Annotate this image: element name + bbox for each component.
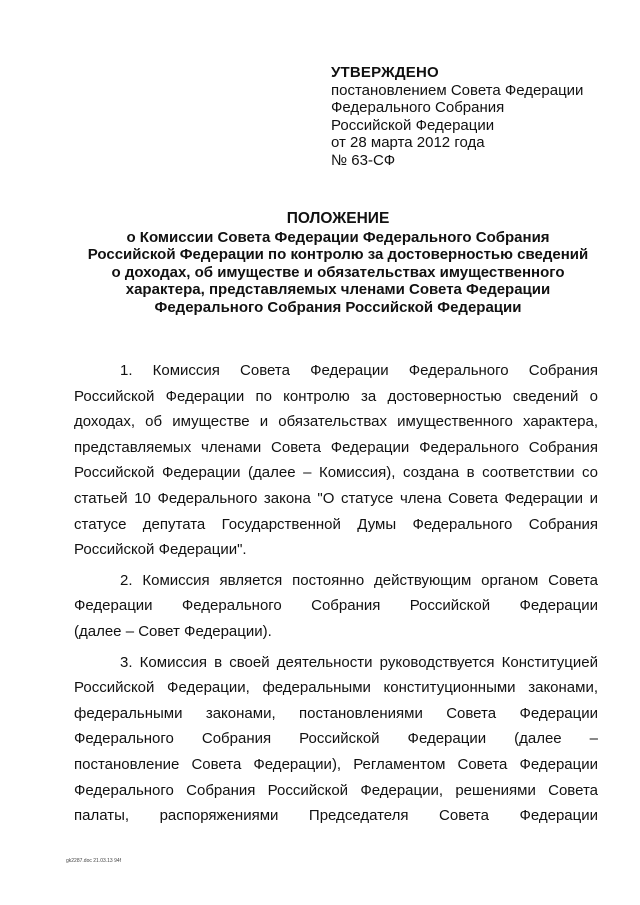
approval-line: Федерального Собрания: [331, 99, 505, 116]
text-line: 3. Комиссия в своей деятельности руководствуется Конституцией: [120, 653, 598, 671]
approval-line: постановлением Совета Федерации: [331, 81, 584, 99]
title-line: о доходах, об имуществе и обязательствах имущественного: [111, 263, 565, 281]
title-line: Федерального Собрания Российской Федерации: [154, 298, 522, 316]
approval-number: № 63-СФ: [331, 151, 396, 169]
text-line: 1. Комиссия Совета Федерации Федерального Собрания: [120, 362, 598, 379]
text-line: федеральными законами, постановлениями Совета Федерации: [74, 704, 598, 722]
title-heading: ПОЛОЖЕНИЕ: [286, 210, 390, 227]
approval-heading: УТВЕРЖДЕНО: [331, 64, 439, 81]
text-line: Российской Федерации".: [74, 541, 247, 559]
text-line: постановление Совета Федерации), Регламентом Совета Федерации: [74, 755, 598, 773]
text-line: палаты, распоряжениями Председателя Совета Федерации: [74, 807, 598, 825]
paragraph-3: [74, 650, 598, 829]
text-line: Российской Федерации, федеральными конституционными законами,: [74, 679, 598, 697]
text-line: Федерации Федерального Собрания Российской Федерации: [74, 597, 598, 615]
text-line: представляемых членами Совета Федерации Федерального Собрания: [74, 438, 598, 456]
approval-line: Российской Федерации: [331, 116, 495, 134]
text-line: Российской Федерации по контролю за достоверностью сведений о: [74, 387, 598, 405]
text-line: Российской Федерации (далее – Комиссия), создана в соответствии со: [74, 464, 598, 482]
title-line: о Комиссии Совета Федерации Федерального Собрания: [126, 228, 550, 246]
text-line: Федерального Собрания Российской Федерации (далее –: [74, 730, 598, 748]
file-footer: gk2287.doc 21.03.13 94f: [66, 858, 122, 864]
text-line: статусе депутата Государственной Думы Федерального Собрания: [74, 515, 598, 533]
document-title: [60, 210, 616, 316]
text-line: статьей 10 Федерального закона "О статусе члена Совета Федерации и: [74, 489, 598, 507]
title-line: Российской Федерации по контролю за достоверностью сведений: [87, 246, 589, 263]
paragraph-2: [74, 568, 598, 645]
approval-stamp: [331, 64, 583, 169]
title-line: характера, представляемых членами Совета Федерации: [125, 281, 551, 298]
text-line: 2. Комиссия является постоянно действующим органом Совета: [120, 571, 598, 589]
paragraph-1: [74, 358, 598, 563]
text-line: доходах, об имуществе и обязательствах имущественного характера,: [74, 413, 598, 431]
approval-date: от 28 марта 2012 года: [331, 134, 485, 151]
text-line: (далее – Совет Федерации).: [74, 622, 272, 640]
text-line: Федерального Собрания Российской Федерации, решениями Совета: [74, 781, 598, 799]
document-body: [74, 358, 598, 829]
